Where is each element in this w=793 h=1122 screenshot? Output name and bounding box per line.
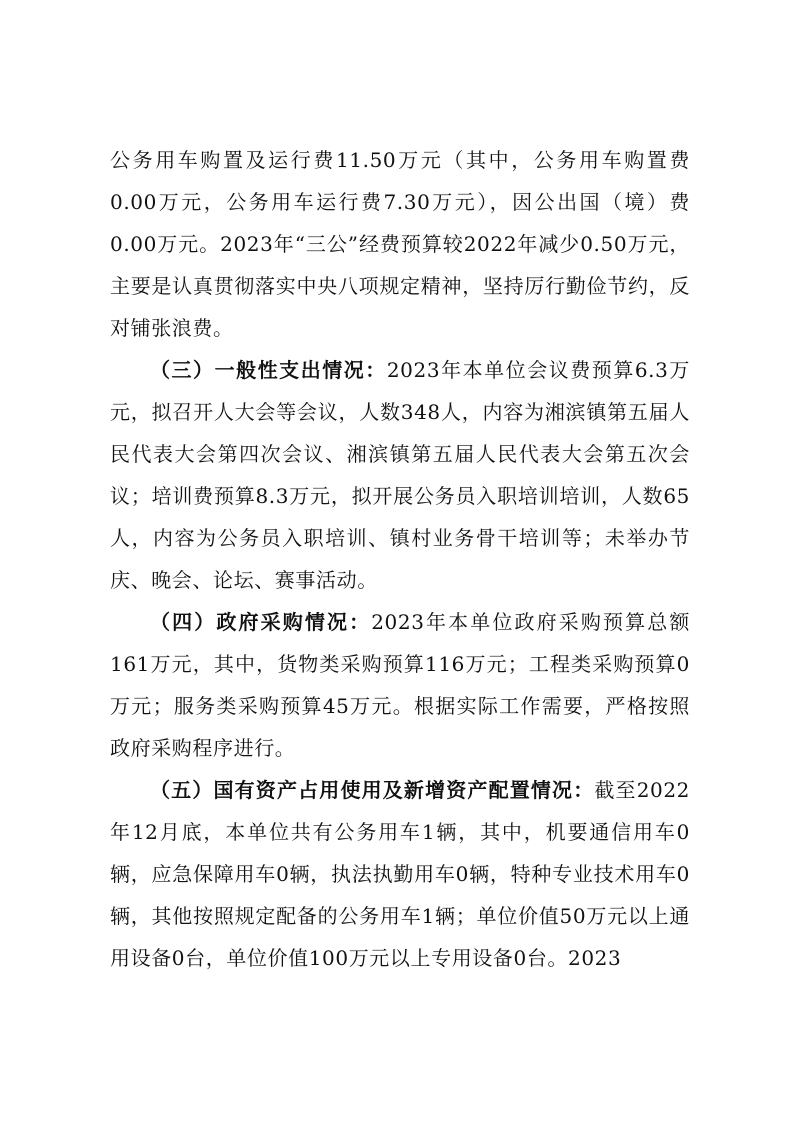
section-heading-state-assets: （五）国有资产占用使用及新增资产配置情况：: [150, 778, 595, 802]
paragraph-text: 截至2022年12月底，本单位共有公务用车1辆，其中，机要通信用车0辆，应急保障用车0辆，执法执勤用车0辆，特种专业技术用车0辆，其他按照规定配备的公务用车1辆；单位价值50万元以上通用设备0台，单位价值100万元以上专用设备0台。2023: [110, 778, 690, 970]
document-body: [110, 139, 690, 979]
paragraph-state-assets: [110, 769, 690, 979]
paragraph-text: 2023年本单位会议费预算6.3万元，拟召开人大会等会议，人数348人，内容为湘滨镇第五届人民代表大会第四次会议、湘滨镇第五届人民代表大会第五次会议；培训费预算8.3万元，拟开展公务员入职培训培训，人数65人，内容为公务员入职培训、镇村业务骨干培训等；未举办节庆、晚会、论坛、赛事活动。: [110, 358, 690, 592]
paragraph-text: 公务用车购置及运行费11.50万元（其中，公务用车购置费0.00万元，公务用车运行费7.30万元），因公出国（境）费0.00万元。2023年“三公”经费预算较2022年减少0.50万元，主要是认真贯彻落实中央八项规定精神，坚持厉行勤俭节约，反对铺张浪费。: [110, 148, 690, 340]
section-heading-government-procurement: （四）政府采购情况：: [150, 610, 372, 634]
paragraph-general-expenditure: [110, 349, 690, 601]
paragraph-text: 2023年本单位政府采购预算总额161万元，其中，货物类采购预算116万元；工程类采购预算0万元；服务类采购预算45万元。根据实际工作需要，严格按照政府采购程序进行。: [110, 610, 691, 760]
section-heading-general-expenditure: （三）一般性支出情况：: [150, 358, 387, 382]
paragraph-three-public-expenses: [110, 139, 690, 349]
paragraph-government-procurement: [110, 601, 690, 769]
